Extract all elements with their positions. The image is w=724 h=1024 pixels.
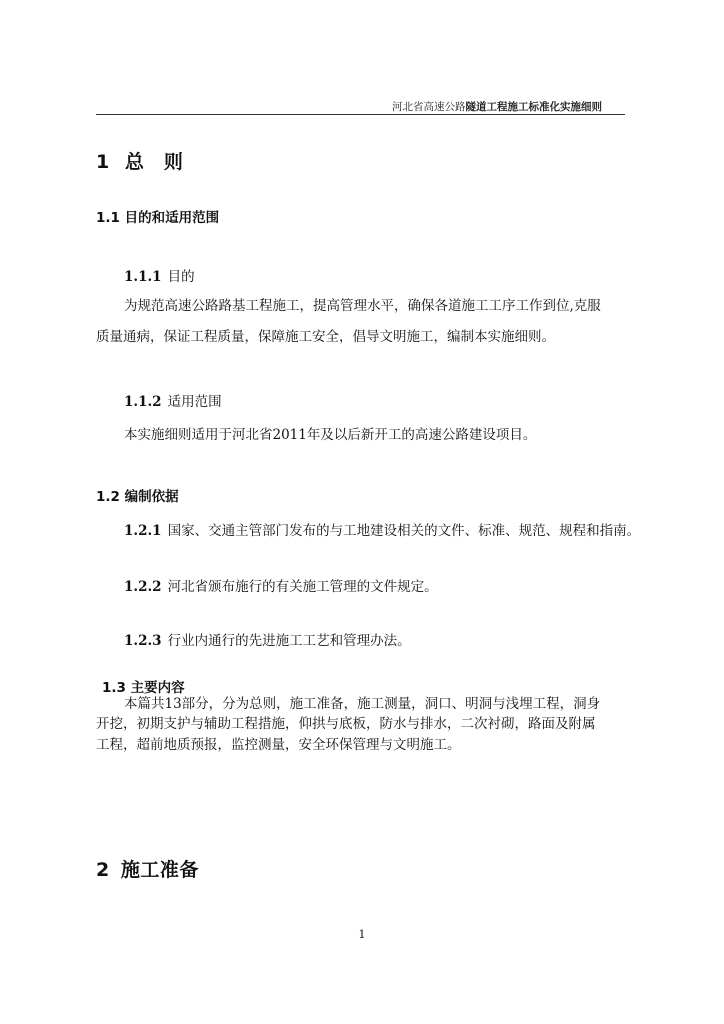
page-number: 1 [358, 928, 366, 941]
paragraph-contents-line-2: 开挖，初期支护与辅助工程措施，仰拱与底板，防水与排水，二次衬砌，路面及附属 [96, 716, 596, 732]
paragraph-scope: 本实施细则适用于河北省2011年及以后新开工的高速公路建设项目。 [124, 427, 537, 443]
subsection-1-1-1-number: 1.1.1 [124, 269, 162, 285]
chapter-2-title: 施工准备 [120, 859, 199, 881]
subsection-1-1-2-heading [124, 390, 222, 410]
running-header [0, 99, 724, 114]
paragraph-contents-line-3: 工程，超前地质预报，监控测量，安全环保管理与文明施工。 [96, 737, 461, 753]
subsection-1-2-1-number: 1.2.1 [124, 523, 162, 539]
paragraph-purpose-line-2: 质量通病，保证工程质量，保障施工安全，倡导文明施工，编制本实施细则。 [96, 329, 555, 345]
chapter-2-number: 2 [96, 859, 110, 881]
subsection-1-1-2-number: 1.1.2 [124, 394, 162, 410]
section-1-3-heading: 1.3 主要内容 [102, 680, 185, 696]
chapter-1-number: 1 [96, 151, 110, 173]
paragraph-contents-line-1: 本篇共13部分，分为总则，施工准备，施工测量，洞口、明洞与浅埋工程，洞身 [124, 696, 601, 712]
subsection-1-2-2-text: 河北省颁布施行的有关施工管理的文件规定。 [167, 579, 438, 595]
subsection-1-2-3 [124, 629, 411, 649]
section-1-2-heading: 1.2 编制依据 [96, 489, 179, 505]
chapter-2-heading [96, 855, 199, 882]
header-rule [96, 114, 625, 115]
subsection-1-1-2-title: 适用范围 [167, 394, 222, 410]
header-title: 隧道工程施工标准化实施细则 [465, 101, 602, 113]
chapter-1-heading [96, 147, 183, 174]
header-prefix: 河北省高速公路 [392, 101, 466, 113]
subsection-1-2-1-text: 国家、交通主管部门发布的与工地建设相关的文件、标准、规范、规程和指南。 [167, 523, 641, 539]
subsection-1-2-3-number: 1.2.3 [124, 633, 162, 649]
subsection-1-2-3-text: 行业内通行的先进施工工艺和管理办法。 [167, 633, 411, 649]
subsection-1-2-2-number: 1.2.2 [124, 579, 162, 595]
chapter-1-title: 总 则 [124, 151, 184, 173]
section-1-1-heading: 1.1 目的和适用范围 [96, 210, 220, 226]
subsection-1-1-1-heading [124, 265, 195, 285]
subsection-1-2-1 [124, 519, 640, 539]
subsection-1-2-2 [124, 575, 438, 595]
subsection-1-1-1-title: 目的 [167, 269, 195, 285]
paragraph-purpose-line-1: 为规范高速公路路基工程施工，提高管理水平，确保各道施工工序工作到位,克服 [124, 298, 601, 314]
